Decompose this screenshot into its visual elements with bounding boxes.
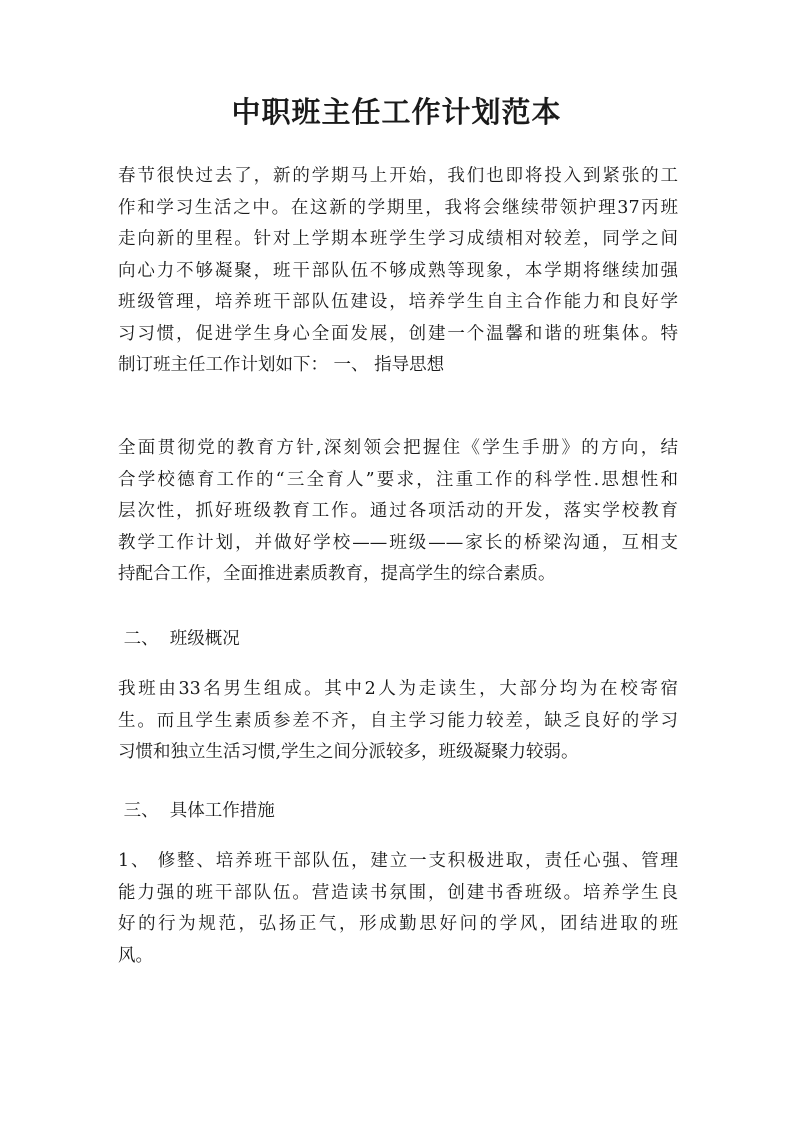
intro-line-with-heading: 制订班主任工作计划如下： 一、 指导思想	[118, 355, 445, 375]
section-1-paragraph	[118, 433, 678, 591]
intro-line: 走向新的里程。针对上学期本班学生学习成绩相对较差，同学之间	[118, 229, 678, 249]
section-3-line: 风。	[118, 945, 153, 966]
section-2-line: 我班由33名男生组成。其中2人为走读生，大部分均为在校寄宿	[118, 679, 678, 699]
intro-line: 习习惯，促进学生身心全面发展，创建一个温馨和谐的班集体。特	[118, 323, 678, 344]
section-2-line: 习惯和独立生活习惯,学生之间分派较多，班级凝聚力较弱。	[118, 742, 579, 762]
section-1-line: 持配合工作，全面推进素质教育，提高学生的综合素质。	[118, 564, 556, 584]
intro-line: 作和学习生活之中。在这新的学期里，我将会继续带领护理37丙班	[118, 197, 678, 218]
section-3-heading: 三、 具体工作措施	[118, 801, 275, 821]
section-3-line: 能力强的班干部队伍。营造读书氛围，创建书香班级。培养学生良	[118, 882, 678, 903]
section-3-paragraph	[118, 846, 678, 972]
intro-line: 向心力不够凝聚，班干部队伍不够成熟等现象，本学期将继续加强	[118, 260, 678, 281]
section-1-line: 合学校德育工作的“三全育人”要求，注重工作的科学性.思想性和	[118, 469, 678, 490]
section-1-line: 全面贯彻党的教育方针,深刻领会把握住《学生手册》的方向，结	[118, 438, 678, 458]
section-1-line: 层次性，抓好班级教育工作。通过各项活动的开发，落实学校教育	[118, 501, 678, 521]
intro-paragraph	[118, 161, 678, 382]
intro-line: 春节很快过去了，新的学期马上开始，我们也即将投入到紧张的工	[118, 166, 678, 186]
intro-line: 班级管理，培养班干部队伍建设，培养学生自主合作能力和良好学	[118, 292, 678, 312]
document-title: 中职班主任工作计划范本	[231, 95, 562, 129]
section-1-line: 教学工作计划，并做好学校——班级——家长的桥梁沟通，互相支	[118, 532, 678, 553]
section-2-heading: 二、 班级概况	[118, 629, 240, 649]
section-2-line: 生。而且学生素质参差不齐，自主学习能力较差，缺乏良好的学习	[118, 710, 678, 731]
section-3-line: 好的行为规范，弘扬正气，形成勤思好问的学风，团结进取的班	[118, 914, 678, 934]
section-2-paragraph	[118, 674, 678, 769]
section-3-line: 1、 修整、培养班干部队伍，建立一支积极进取，责任心强、管理	[118, 851, 678, 871]
